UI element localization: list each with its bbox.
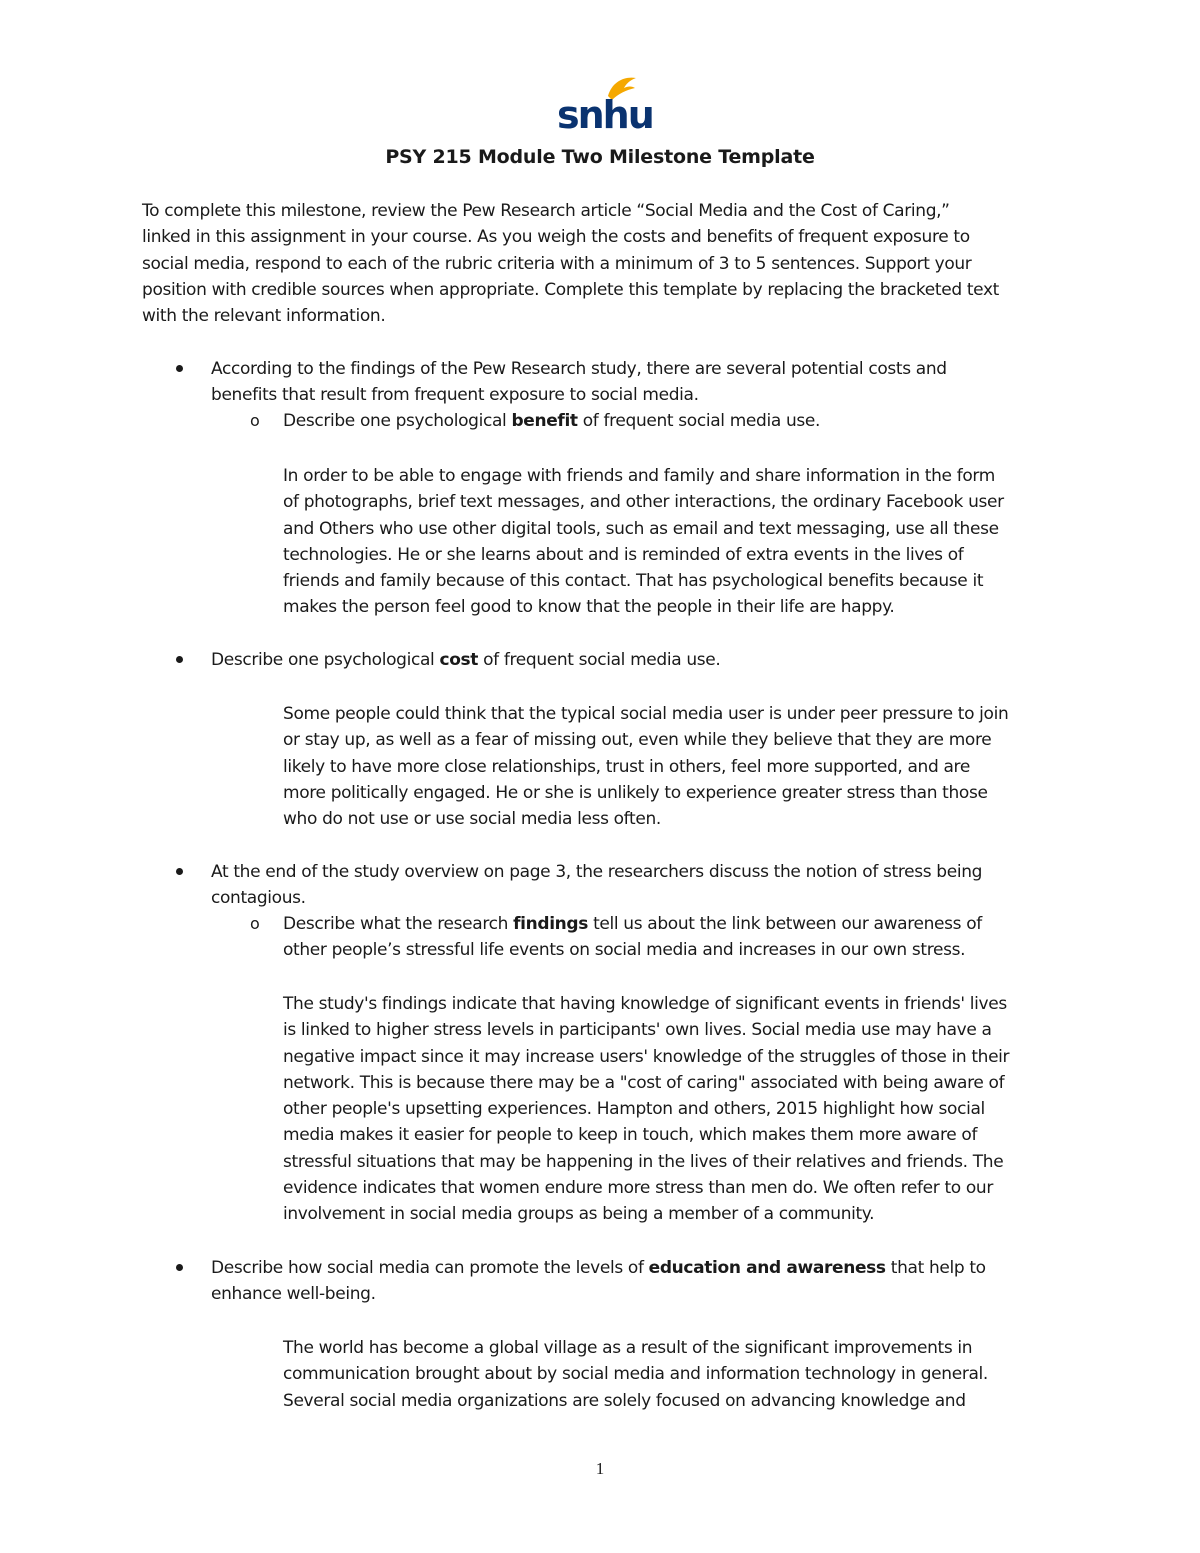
bullet-line: At the end of the study overview on page 3, the researchers discuss the notion of stress being [211, 862, 983, 882]
snhu-logo-mark [556, 74, 653, 137]
page-number: 1 [595, 1459, 605, 1478]
bullet-marker [176, 1264, 183, 1271]
prompt-text: of frequent social media use. [577, 411, 821, 431]
prompt-education [211, 1255, 986, 1308]
answer-findings [283, 991, 1009, 1228]
bullet-marker [176, 868, 183, 875]
prompt-text: Describe one psychological [283, 411, 512, 431]
prompt-bold: education and awareness [648, 1258, 886, 1278]
svg-text:snhu: snhu [557, 93, 653, 137]
prompt-cost [211, 647, 720, 673]
prompt-bold: cost [439, 650, 479, 670]
answer-line: technologies. He or she learns about and is reminded of extra events in the lives of [283, 544, 964, 565]
bullet-benefits-intro [211, 356, 947, 409]
answer-line: is linked to higher stress levels in participants' own lives. Social media use may have a [283, 1020, 992, 1041]
sub-bullet-marker: o [250, 411, 260, 430]
intro-line: position with credible sources when appropriate. Complete this template by replacing the bracketed text [142, 279, 999, 300]
prompt-text: Describe how social media can promote the levels of [211, 1258, 649, 1278]
prompt-text: that help to [885, 1258, 986, 1278]
prompt-text: Describe what the research [283, 914, 514, 934]
prompt-findings [283, 911, 982, 964]
snhu-logo [556, 74, 653, 137]
answer-line: who do not use or use social media less often. [283, 809, 661, 830]
prompt-text: tell us about the link between our awareness of [588, 914, 982, 934]
intro-paragraph [142, 198, 999, 329]
answer-line: network. This is because there may be a "cost of caring" associated with being aware of [283, 1072, 1005, 1093]
intro-line: with the relevant information. [142, 306, 386, 327]
answer-line: evidence indicates that women endure more stress than men do. We often refer to our [283, 1178, 993, 1199]
intro-line: linked in this assignment in your course. As you weigh the costs and benefits of frequent exposure to [142, 227, 970, 248]
bullet-line: benefits that result from frequent exposure to social media. [211, 385, 699, 406]
answer-line: media makes it easier for people to keep in touch, which makes them more aware of [283, 1125, 978, 1146]
prompt-text: of frequent social media use. [478, 650, 721, 670]
answer-line: Several social media organizations are solely focused on advancing knowledge and [283, 1390, 966, 1411]
answer-line: and Others who use other digital tools, such as email and text messaging, use all these [283, 518, 999, 539]
bullet-line: According to the findings of the Pew Research study, there are several potential costs and [211, 359, 947, 379]
answer-line: stressful situations that may be happening in the lives of their relatives and friends. The [283, 1151, 1004, 1172]
prompt-bold: benefit [511, 411, 578, 431]
answer-cost [283, 701, 1008, 832]
sub-bullet-marker: o [250, 914, 260, 933]
prompt-bold: findings [513, 914, 589, 934]
answer-line: or stay up, as well as a fear of missing out, even while they believe that they are more [283, 730, 992, 751]
answer-line: involvement in social media groups as being a member of a community. [283, 1204, 875, 1225]
answer-line: The world has become a global village as a result of the significant improvements in [283, 1338, 973, 1358]
answer-line: other people's upsetting experiences. Hampton and others, 2015 highlight how social [283, 1099, 985, 1120]
answer-line: more politically engaged. He or she is unlikely to experience greater stress than those [283, 782, 988, 803]
answer-line: In order to be able to engage with friends and family and share information in the form [283, 466, 995, 486]
prompt-text: Describe one psychological [211, 650, 440, 670]
answer-line: friends and family because of this contact. That has psychological benefits because it [283, 571, 984, 592]
answer-line: negative impact since it may increase users' knowledge of the struggles of those in their [283, 1046, 1010, 1067]
document-title: PSY 215 Module Two Milestone Template [385, 146, 815, 168]
bullet-stress-intro [211, 859, 982, 912]
intro-line: To complete this milestone, review the Pew Research article “Social Media and the Cost of Caring,” [142, 201, 950, 221]
answer-line: of photographs, brief text messages, and other interactions, the ordinary Facebook user [283, 492, 1004, 513]
answer-line: likely to have more close relationships, trust in others, feel more supported, and are [283, 756, 970, 777]
bullet-marker [176, 656, 183, 663]
answer-line: Some people could think that the typical social media user is under peer pressure to join [283, 704, 1009, 724]
answer-line: communication brought about by social media and information technology in general. [283, 1364, 988, 1385]
prompt-text: enhance well-being. [211, 1284, 376, 1305]
intro-line: social media, respond to each of the rubric criteria with a minimum of 3 to 5 sentences. Support your [142, 253, 972, 274]
prompt-benefit [283, 408, 820, 434]
answer-benefit [283, 463, 1004, 621]
bullet-line: contagious. [211, 888, 306, 909]
answer-education [283, 1335, 988, 1414]
bullet-marker [176, 365, 183, 372]
answer-line: makes the person feel good to know that the people in their life are happy. [283, 597, 895, 618]
answer-line: The study's findings indicate that having knowledge of significant events in friends' lives [283, 994, 1007, 1014]
prompt-text: other people’s stressful life events on social media and increases in our own stress. [283, 940, 966, 961]
